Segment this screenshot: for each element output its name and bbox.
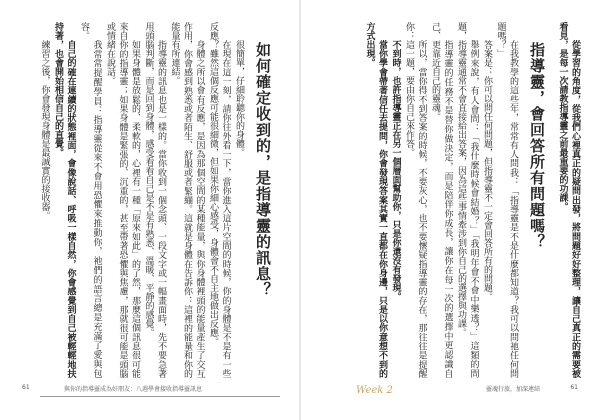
right-emphasis-paragraph: 從學習的角度，從我們心裡真正的疑問出發，將問題好好整理，讓自己真正的需要被看見，是每一次請教指導靈之前最重要的功課。 — [557, 22, 580, 378]
left-paragraph: 如果身體是放鬆的、柔軟的，心裡有一種「原來如此」的了然，那麼這個訊息很可能來自你的指導靈；如果身體是緊張的、沉重的，甚至帶著恐懼與焦慮，那就很可能是頭腦或情緒在說話。 — [105, 22, 140, 378]
right-paragraph: 舉例來說，有人會問：「我什麼時候會結婚？」「我明年會不會中樂透？」這類的問題，指導靈通常不會直接給出答案，因為這些事情牽涉到你自己的選擇與功課。 — [456, 22, 479, 378]
left-text-column — [20, 22, 282, 378]
left-paragraph: 在現在這一刻，請你往外看一下，當你進入這片空間的時候，你的身體是不是有一些反應？雖然這個反應可能很細微，但如果你細心感受，身體會不自主地做出反應。 — [208, 22, 231, 378]
left-page-number: 61 — [22, 384, 30, 391]
left-paragraph: 很簡單，仔細聆聽你的身體。 — [234, 40, 244, 157]
right-page — [300, 0, 600, 420]
right-text-column — [316, 22, 582, 378]
left-paragraph: 我常常提醒學員：指導靈從來不會用恐懼來推動你，祂們的語言總是充滿了愛與包容。 — [79, 22, 102, 378]
right-running-title: 靈魂行旅，加深連結 — [485, 386, 540, 393]
left-footer-rule — [40, 396, 280, 397]
left-section-heading: 如何確定收到的，是指導靈的訊息？ — [254, 42, 272, 298]
right-emphasis-paragraph: 當你學會帶著信任去提問，你會發現答案其實一直都在你身邊，只是以你意想不到的方式出現。 — [364, 22, 387, 378]
right-section-heading: 指導靈，會回答所有問題嗎？ — [528, 42, 546, 250]
left-paragraph: 身體之所以會有反應，是因為那個空間的某種能量，與你身體裡頭的能量產生了交互作用，你會感到熟悉或者陌生、舒服或者緊繃。這就是身體在告訴你：這裡的能量和你的能量有所連結。 — [169, 22, 205, 378]
right-emphasis-paragraph: 不到時，也許指導靈正在另一個層面幫助你，只是你還沒有發現。 — [390, 40, 401, 301]
right-paragraph: 在我教學的這些年，常常有人問我：「指導靈是不是什麼都知道？我可以問祂任何問題嗎？」 — [495, 22, 518, 378]
right-paragraph: 指導靈的任務不是替你做決定，而是陪伴你成長，讓你在每一次的選擇中更認識自己、更靠近自己的靈魂。 — [430, 22, 453, 378]
left-paragraph: 練習之後，你會發現身體是最誠實的接收器。 — [39, 40, 50, 220]
left-emphasis-paragraph: 自己的確在連續的狀態裡面，會像說話、呼吸一樣自然，你會感覺到自己被輕輕地扶持著，也會開始相信自己的直覺。 — [53, 22, 76, 378]
week-decoration: Week 2 — [356, 385, 393, 396]
left-paragraph: 指導靈的訊息也是一樣的。當你收到一個念頭、一段文字或一幅畫面時，先不要急著用頭腦判斷，而是回到身體，感受看看自己是不是有熟悉、溫暖、平靜的感覺。 — [143, 22, 166, 378]
left-running-title: 與你的指導靈成為好朋友：八週學會接收指導靈訊息 — [64, 386, 203, 393]
right-paragraph: 答案是：你可以問任何問題，但指導靈不一定會回答所有的問題。 — [482, 40, 492, 301]
right-paragraph: 所以，當你得不到答案的時候，不要灰心，也不要懷疑指導靈的存在，那往往是提醒你：這一題，要由你自己來作答。 — [404, 22, 427, 378]
right-page-number: 61 — [570, 384, 578, 391]
